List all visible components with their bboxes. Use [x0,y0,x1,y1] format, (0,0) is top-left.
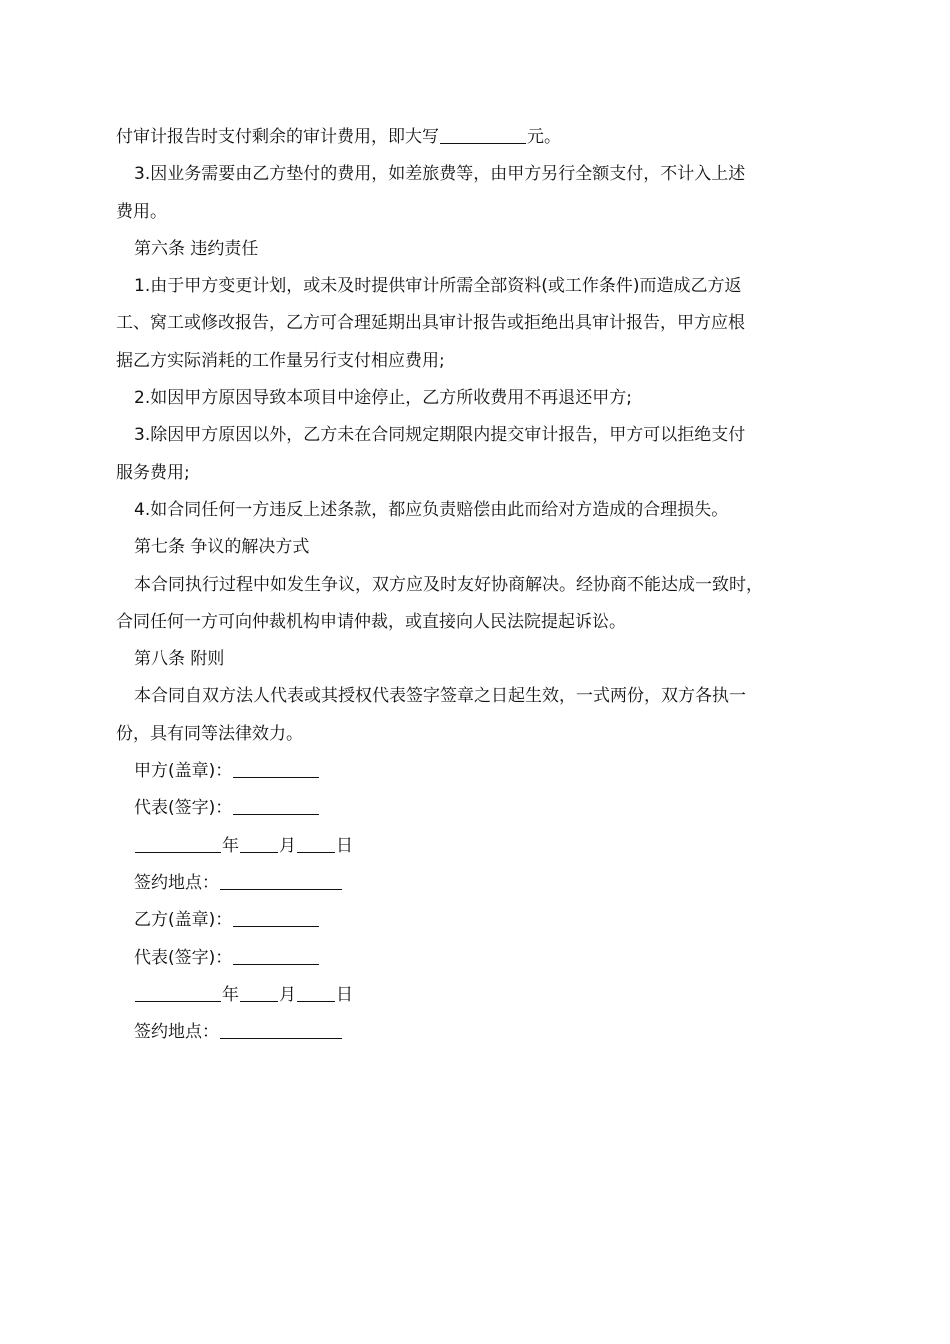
party-b-place-line [116,1014,846,1051]
blank-day [297,984,335,1002]
label: 代表(签字)： [134,947,233,968]
blank-party-b-seal [233,909,319,927]
document-body [116,119,846,1051]
label: 月 [279,835,296,856]
blank-party-a-signature [233,797,319,815]
paragraph-article-8-line1: 本合同自双方法人代表或其授权代表签字签章之日起生效，一式两份，双方各执一 [134,686,746,707]
party-a-place-line [116,865,846,902]
paragraph-clause-5-3-line2: 费用。 [116,201,167,222]
paragraph-clause-6-3-line1: 3.除因甲方原因以外，乙方未在合同规定期限内提交审计报告，甲方可以拒绝支付 [134,425,746,446]
label: 签约地点： [134,872,219,893]
label: 签约地点： [134,1022,219,1043]
label: 代表(签字)： [134,798,233,819]
label: 日 [336,984,353,1005]
paragraph-clause-6-2: 2.如因甲方原因导致本项目中途停止，乙方所收费用不再退还甲方; [134,388,632,409]
blank-party-b-signature [233,947,319,965]
paragraph-article-7-line2: 合同任何一方可向仲裁机构申请仲裁，或直接向人民法院提起诉讼。 [116,611,626,632]
blank-party-a-seal [233,760,319,778]
paragraph-article-8-line2: 份，具有同等法律效力。 [116,723,303,744]
text: 元。 [527,127,561,147]
heading-article-6: 第六条 违约责任 [134,238,259,259]
text: 付审计报告时支付剩余的审计费用，即大写 [116,127,439,147]
blank-day [297,835,335,853]
blank-year [135,835,221,853]
heading-article-7: 第七条 争议的解决方式 [134,537,310,558]
party-b-seal-line [116,902,846,939]
heading-article-8: 第八条 附则 [134,649,225,670]
blank-party-b-place [220,1021,342,1039]
blank-month [240,835,278,853]
label: 月 [279,984,296,1005]
paragraph-clause-6-1-line2: 工、窝工或修改报告，乙方可合理延期出具审计报告或拒绝出具审计报告，甲方应根 [116,313,745,334]
paragraph-clause-6-1-line3: 据乙方实际消耗的工作量另行支付相应费用; [116,350,445,371]
label: 年 [222,835,239,856]
label: 年 [222,984,239,1005]
party-a-rep-line [116,790,846,827]
paragraph-payment-remaining [116,119,846,156]
party-b-date-line [116,977,846,1014]
label: 乙方(盖章)： [134,910,233,931]
paragraph-clause-6-3-line2: 服务费用; [116,462,190,483]
blank-amount [440,126,526,144]
paragraph-clause-5-3-line1: 3.因业务需要由乙方垫付的费用，如差旅费等，由甲方另行全额支付，不计入上述 [134,164,746,185]
blank-party-a-place [220,872,342,890]
party-a-date-line [116,828,846,865]
paragraph-article-7-line1: 本合同执行过程中如发生争议，双方应及时友好协商解决。经协商不能达成一致时， [134,574,763,595]
blank-year [135,984,221,1002]
party-b-rep-line [116,940,846,977]
paragraph-clause-6-4: 4.如合同任何一方违反上述条款，都应负责赔偿由此而给对方造成的合理损失。 [134,499,729,520]
label: 日 [336,835,353,856]
paragraph-clause-6-1-line1: 1.由于甲方变更计划，或未及时提供审计所需全部资料(或工作条件)而造成乙方返 [134,276,742,297]
party-a-seal-line [116,753,846,790]
blank-month [240,984,278,1002]
label: 甲方(盖章)： [134,761,233,782]
